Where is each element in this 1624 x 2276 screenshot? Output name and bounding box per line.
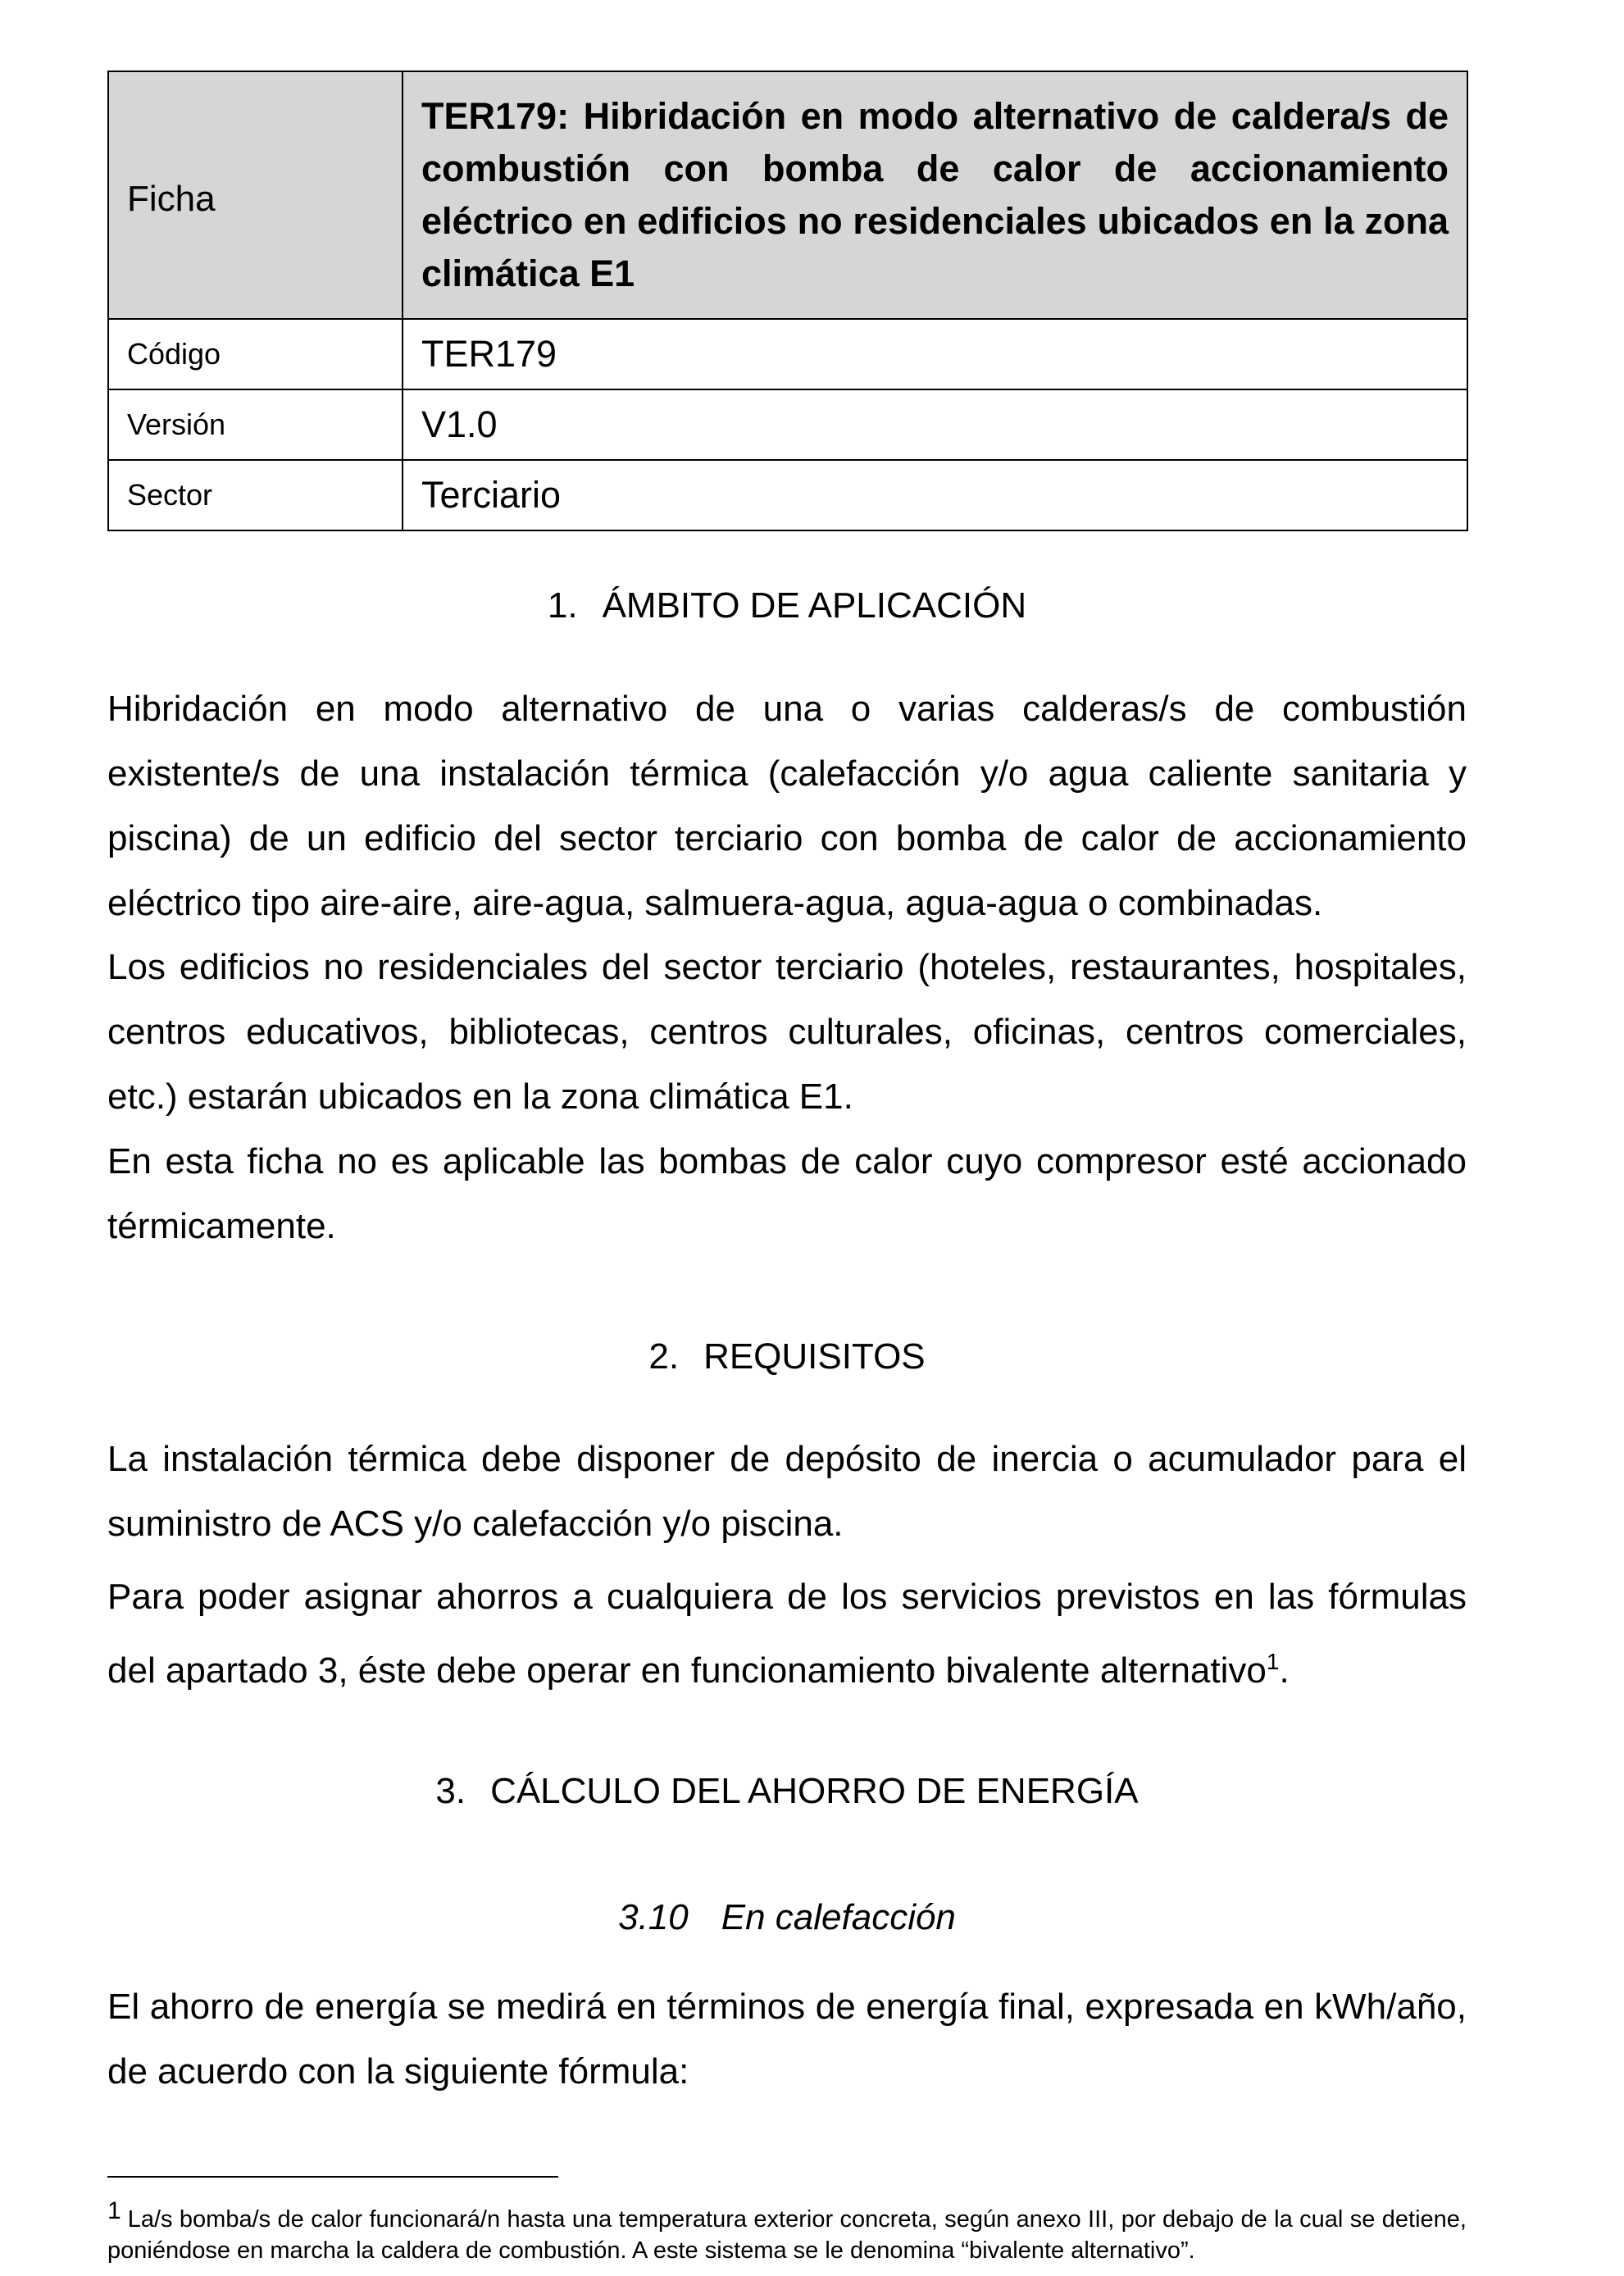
subsection-title: En calefacción <box>721 1897 956 1937</box>
section3-paragraph-1: El ahorro de energía se medirá en términos de energía final, expresada en kWh/año, de acuerdo con la siguiente fórmula: <box>107 1987 1467 2092</box>
section1-number: 1. <box>547 585 578 626</box>
section2-paragraph-2-end: . <box>1279 1650 1290 1691</box>
footnote-separator <box>107 2176 558 2178</box>
codigo-label: Código <box>108 319 403 389</box>
section1-title: ÁMBITO DE APLICACIÓN <box>602 585 1027 626</box>
section1-paragraph-1: Hibridación en modo alternativo de una o varias calderas/s de combustión existente/s de una instalación térmica (calefacción y/o agua caliente sanitaria y piscina) de un edificio del sector terciario con bomba de calor de accionamiento eléctrico tipo aire-aire, aire-agua, salmuera-agua, agua-agua o combinadas. <box>107 689 1467 923</box>
section2-number: 2. <box>648 1336 680 1377</box>
footnote <box>107 2196 1467 2266</box>
footnote-marker: 1 <box>107 2197 121 2224</box>
footnote-reference[interactable]: 1 <box>1266 1649 1280 1674</box>
ficha-title: TER179: Hibridación en modo alternativo de caldera/s de combustión con bomba de calor de accionamiento eléctrico en edificios no residenciales ubicados en la zona climática E1 <box>403 71 1467 319</box>
version-label: Versión <box>108 389 403 460</box>
section1-paragraph-3: En esta ficha no es aplicable las bombas de calor cuyo compresor esté accionado térmicamente. <box>107 1141 1467 1246</box>
subsection-heading <box>0 1897 1574 1938</box>
section2-paragraph-2-text: Para poder asignar ahorros a cualquiera de los servicios previstos en las fórmulas del apartado 3, éste debe operar en funcionamiento bivalente alternativo <box>107 1577 1467 1691</box>
codigo-value: TER179 <box>403 319 1467 389</box>
footnote-text: La/s bomba/s de calor funcionará/n hasta una temperatura exterior concreta, según anexo III, por debajo de la cual se detiene, poniéndose en marcha la caldera de combustión. A este sistema se le denomina “bivalente alternativo”. <box>107 2206 1467 2264</box>
version-row <box>108 389 1467 460</box>
ficha-label: Ficha <box>108 71 403 319</box>
section3-title: CÁLCULO DEL AHORRO DE ENERGÍA <box>490 1771 1139 1811</box>
section1-paragraph-2: Los edificios no residenciales del sector terciario (hoteles, restaurantes, hospitales, centros educativos, bibliotecas, centros culturales, oficinas, centros comerciales, etc.) estarán ubicados en la zona climática E1. <box>107 947 1467 1117</box>
section2-title: REQUISITOS <box>703 1336 926 1377</box>
section3-number: 3. <box>435 1771 466 1811</box>
section3-heading <box>0 1771 1574 1812</box>
section2-paragraph-2 <box>107 1564 1467 1703</box>
codigo-row <box>108 319 1467 389</box>
sector-row <box>108 460 1467 530</box>
section1-heading <box>0 585 1574 626</box>
version-value: V1.0 <box>403 389 1467 460</box>
sector-value: Terciario <box>403 460 1467 530</box>
sector-label: Sector <box>108 460 403 530</box>
section2-paragraph-1: La instalación térmica debe disponer de depósito de inercia o acumulador para el suministro de ACS y/o calefacción y/o piscina. <box>107 1439 1467 1544</box>
section2-heading <box>0 1336 1574 1377</box>
ficha-table <box>107 71 1468 531</box>
ficha-row <box>108 71 1467 319</box>
subsection-number: 3.10 <box>618 1897 689 1937</box>
